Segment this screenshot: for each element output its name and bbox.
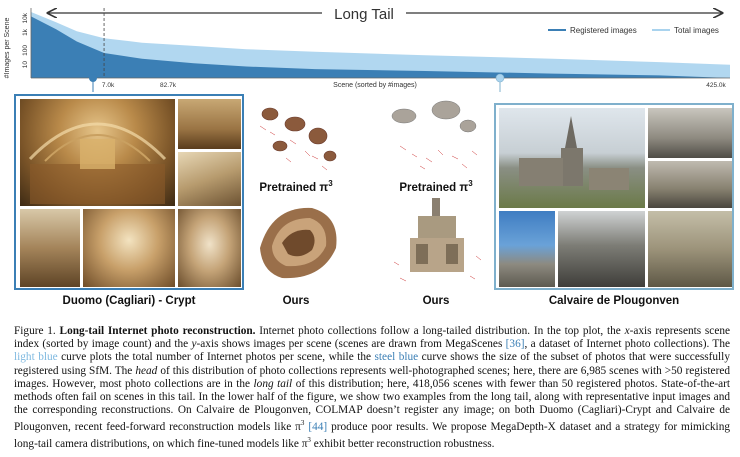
- x-axis-label: Scene (sorted by #images): [333, 82, 417, 89]
- caption-light-blue: light blue: [14, 351, 58, 364]
- pretrained-reconstruction-2: [386, 96, 486, 176]
- crypt-interior-photo: [20, 99, 175, 206]
- y-tick-label: 10: [22, 61, 29, 69]
- citation-link[interactable]: [44]: [308, 421, 328, 434]
- left-example-marker: [89, 74, 97, 82]
- legend-label-registered: Registered images: [570, 26, 637, 35]
- ours-label-2: Ours: [422, 295, 450, 307]
- caption-text: -axis shows images per scene (scenes are drawn from MegaScenes: [196, 338, 503, 351]
- y-tick-label: 1k: [22, 29, 29, 36]
- carved-figures-photo-2: [648, 161, 732, 208]
- x-tick-label: 425.0k: [706, 82, 726, 89]
- crypt-altar-photo: [20, 209, 80, 287]
- caption-math: x: [624, 325, 630, 337]
- ours-reconstruction-1: [252, 198, 344, 286]
- pi-superscript: 3: [328, 179, 333, 188]
- long-tail-chart: [0, 0, 740, 92]
- caption-text: curve plots the total number of Internet photos per scene, while the: [61, 351, 372, 364]
- left-example-label: Duomo (Cagliari) - Crypt: [62, 295, 196, 307]
- caption-text: , a dataset of Internet photo collections). The: [524, 338, 730, 351]
- x-tick-label: 82.7k: [160, 82, 176, 89]
- pretrained-label-1: [244, 179, 348, 194]
- crypt-ceiling-photo: [178, 99, 241, 149]
- caption-superscript: 3: [307, 436, 311, 445]
- carved-figures-photo-3: [648, 211, 732, 287]
- chart-title: Long Tail: [334, 6, 394, 23]
- caption-text: produce poor results. We propose MegaDepth-X dataset and a strategy for mimicking long-tail camera distributions, on which fine-tuned models like π: [14, 421, 730, 451]
- legend-label-total: Total images: [674, 26, 719, 35]
- right-example-marker: [496, 74, 504, 82]
- caption-text: curve shows the size of the subset of photos that were successfully registered using SfM. The: [14, 351, 730, 377]
- pretrained-reconstruction-1: [250, 96, 342, 176]
- church-exterior-photo: [499, 108, 645, 208]
- crypt-chapel-photo: [83, 209, 175, 287]
- left-example-panel: [14, 94, 244, 290]
- y-axis-label: #Images per Scene: [4, 17, 11, 79]
- calvary-sky-photo: [499, 211, 555, 287]
- caption-text: -axis represents scene index (sorted by image count) and the: [14, 325, 731, 351]
- ours-reconstruction-2: [388, 192, 492, 288]
- x-tick-label: 7.0k: [101, 82, 115, 89]
- caption-steel-blue: steel blue: [374, 351, 419, 364]
- caption-math: y: [191, 338, 197, 351]
- pretrained-label-1-text: Pretrained π: [259, 181, 329, 194]
- figure-caption: [14, 325, 730, 451]
- caption-superscript: 3: [300, 419, 305, 428]
- figure-label: Figure 1.: [14, 325, 56, 337]
- crypt-stairs-photo: [178, 152, 241, 206]
- right-example-panel: [494, 103, 734, 290]
- calvary-statues-photo: [558, 211, 645, 287]
- carved-figures-photo-1: [648, 108, 732, 158]
- caption-text: of this distribution; here, 418,056 scenes with fewer than 50 registered photos. State-of-the-art methods often fail on scenes in this tail. In the lower half of the figure, we show two examples from the long tail, along with representative input images and the corresponding reconstructions. On Calvaire de Plougonven, COLMAP doesn’t register any image; on both Duomo (Cagliari)-Crypt and Calvaire de Plougonven, recent feed-forward reconstruction models like π: [14, 377, 731, 434]
- ours-label-1: Ours: [282, 295, 310, 307]
- caption-text: Internet photo collections follow a long-tailed distribution. In the top plot, the: [259, 325, 621, 337]
- caption-text: exhibit better reconstruction robustness.: [313, 438, 495, 451]
- pi-superscript: 3: [468, 179, 473, 188]
- caption-title: Long-tail Internet photo reconstruction.: [59, 325, 256, 337]
- caption-emphasis: long tail: [253, 377, 293, 390]
- caption-emphasis: head: [135, 364, 158, 377]
- citation-link[interactable]: [36]: [505, 338, 525, 351]
- pretrained-label-2-text: Pretrained π: [399, 181, 469, 194]
- y-tick-label: 100: [22, 45, 29, 56]
- caption-text: of this distribution of photo collections represents well-photographed scenes; here, there are 6,985 scenes with >50 registered images. However, most photo collections are in the: [14, 364, 730, 390]
- right-example-label: Calvaire de Plougonven: [548, 295, 680, 307]
- y-tick-label: 10k: [22, 13, 29, 24]
- crypt-statue-photo: [178, 209, 241, 287]
